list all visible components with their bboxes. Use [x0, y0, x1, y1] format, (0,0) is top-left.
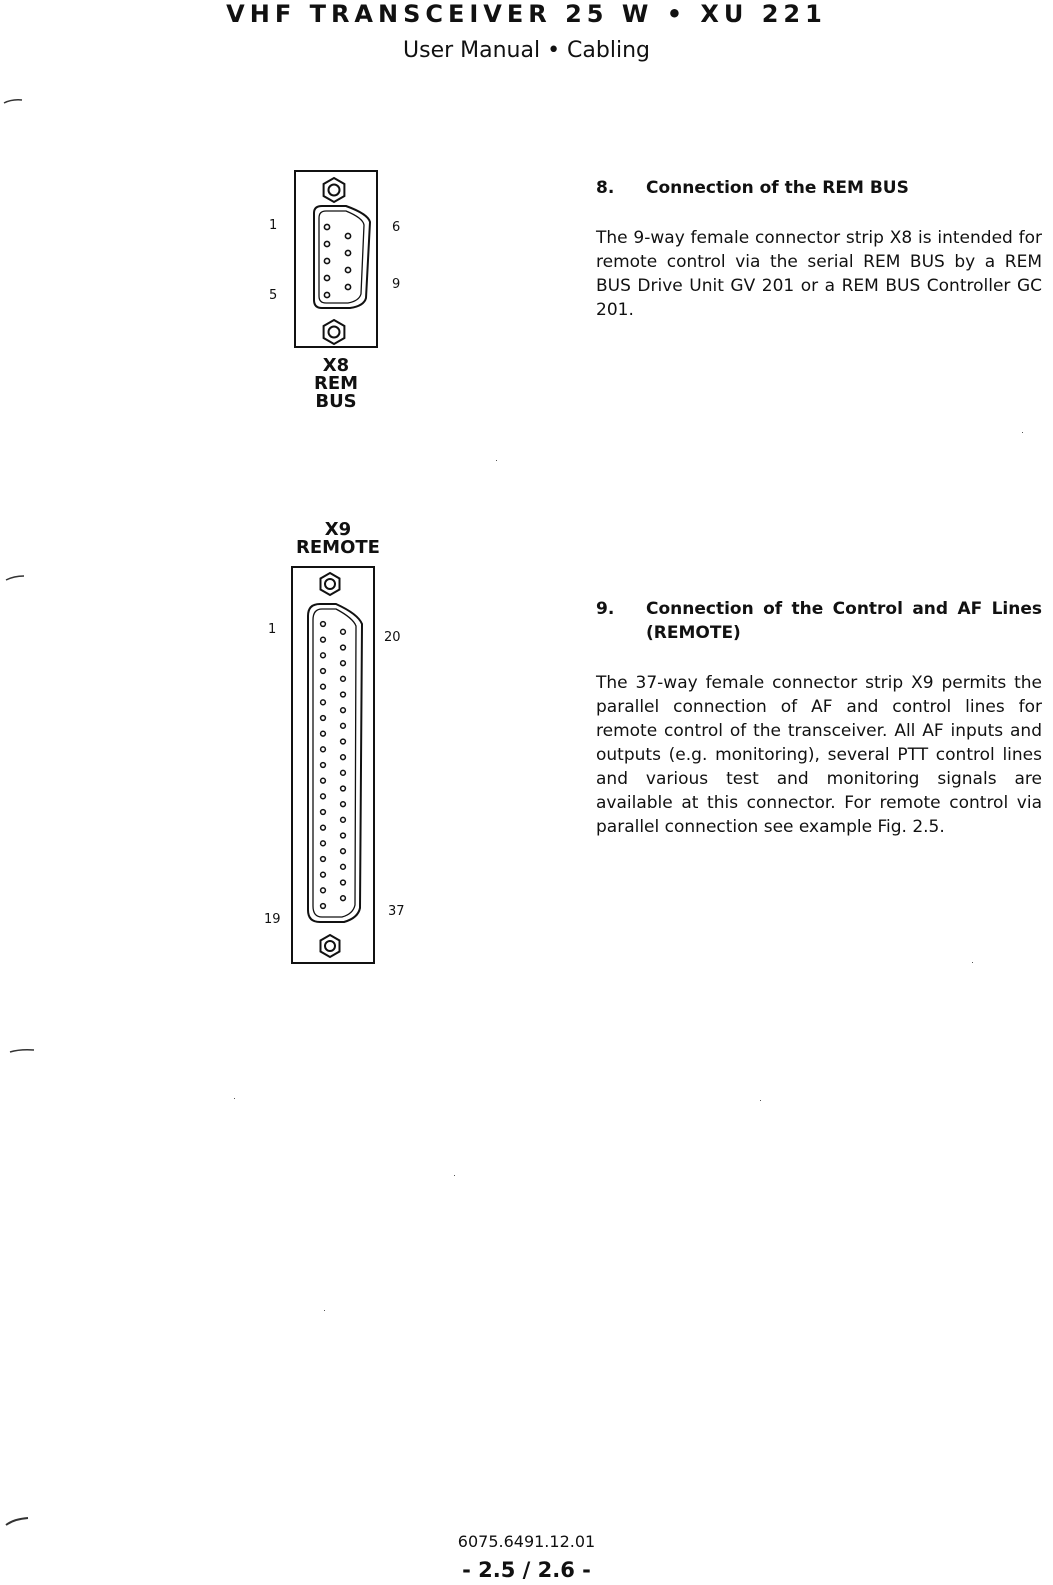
- x9-contact-hole: [321, 731, 326, 736]
- x9-label-designator: X9: [324, 519, 352, 540]
- x9-contact-hole: [341, 802, 346, 807]
- section-9-number: 9.: [596, 599, 615, 619]
- x9-contact-hole: [341, 864, 346, 869]
- x9-contact-hole: [321, 794, 326, 799]
- x9-contact-hole: [341, 676, 346, 681]
- x8-pin-label-5: 5: [269, 288, 278, 303]
- x8-pin-label-1: 1: [269, 218, 278, 233]
- x9-pin-label-19: 19: [264, 912, 281, 927]
- document-subtitle: User Manual • Cabling: [403, 38, 650, 63]
- x9-contact-hole: [321, 653, 326, 658]
- scan-speck: [234, 1098, 235, 1099]
- x9-contact-hole: [321, 857, 326, 862]
- x9-contact-hole: [321, 669, 326, 674]
- x9-contact-hole: [341, 880, 346, 885]
- x9-pin-label-20: 20: [384, 630, 401, 645]
- x8-connector-drawing: [290, 168, 382, 350]
- document-title: VHF TRANSCEIVER 25 W • XU 221: [226, 0, 827, 28]
- section-9-body: The 37-way female connector strip X9 permits the parallel connection of AF and control lines for remote control of the transceiver. All AF inputs and outputs (e.g. monitoring), several PTT control lines and various test and monitoring signals are available at this connector. For remote control via parallel connection see example Fig. 2.5.: [596, 673, 1042, 837]
- x9-contact-hole: [341, 896, 346, 901]
- x9-contact-hole: [321, 716, 326, 721]
- x9-contact-hole: [321, 622, 326, 627]
- x9-contact-hole: [341, 723, 346, 728]
- x9-contact-hole: [321, 700, 326, 705]
- x8-pin-label-6: 6: [392, 220, 401, 235]
- section-8-heading: Connection of the REM BUS: [646, 178, 909, 198]
- page-number: - 2.5 / 2.6 -: [462, 1558, 591, 1582]
- x9-contact-hole: [341, 629, 346, 634]
- scan-speck: [324, 1310, 325, 1311]
- x9-contact-hole: [341, 770, 346, 775]
- x9-contact-hole: [341, 849, 346, 854]
- section-8-number: 8.: [596, 178, 615, 198]
- x9-contact-hole: [321, 888, 326, 893]
- x9-contact-hole: [321, 763, 326, 768]
- x9-contact-hole: [341, 708, 346, 713]
- x9-contact-hole: [341, 739, 346, 744]
- x9-contact-hole: [321, 637, 326, 642]
- x8-label-line3: BUS: [315, 391, 357, 412]
- x8-label-line2: REM: [313, 373, 359, 394]
- x9-contact-hole: [341, 833, 346, 838]
- scan-speck: [496, 460, 497, 461]
- x9-contact-hole: [321, 841, 326, 846]
- x9-contact-hole: [321, 810, 326, 815]
- x9-contact-hole: [321, 825, 326, 830]
- x9-contact-hole: [321, 747, 326, 752]
- scan-speck: [1022, 432, 1023, 433]
- x9-contact-hole: [321, 684, 326, 689]
- x8-label-designator: X8: [322, 355, 350, 376]
- x9-contact-hole: [321, 872, 326, 877]
- document-number: 6075.6491.12.01: [457, 1532, 596, 1551]
- x9-pin-label-1: 1: [268, 622, 277, 637]
- x9-contact-hole: [341, 755, 346, 760]
- x8-pin-label-9: 9: [392, 277, 401, 292]
- x9-contact-hole: [341, 786, 346, 791]
- x9-contact-hole: [341, 645, 346, 650]
- section-9-heading-sub: (REMOTE): [646, 623, 741, 643]
- scan-margin-marks: [0, 90, 40, 1550]
- x9-contact-hole: [321, 904, 326, 909]
- x9-contact-hole: [321, 778, 326, 783]
- scan-speck: [760, 1100, 761, 1101]
- section-8-body: The 9-way female connector strip X8 is intended for remote control via the serial REM BUS by a REM BUS Drive Unit GV 201 or a REM BUS Controller GC 201.: [596, 228, 1042, 320]
- x9-contact-hole: [341, 692, 346, 697]
- scan-speck: [972, 962, 973, 963]
- scan-speck: [454, 1175, 455, 1176]
- section-9-heading: Connection of the Control and AF Lines: [646, 599, 1042, 619]
- x9-label-line2: REMOTE: [296, 537, 380, 558]
- x9-pin-label-37: 37: [388, 904, 405, 919]
- x9-contact-hole: [341, 817, 346, 822]
- x9-contact-hole: [341, 661, 346, 666]
- x9-connector-drawing: [288, 564, 378, 966]
